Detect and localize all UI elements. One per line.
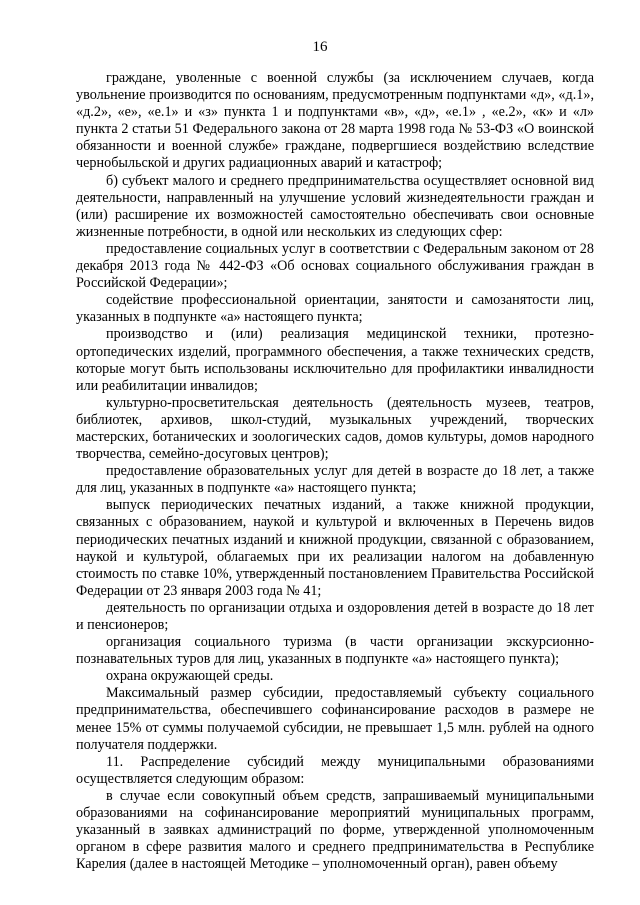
paragraph-cultural-activity: культурно-просветительская деятельность (деятельность музеев, театров, библиотек, архивов, школ-студий, музыкальных учреждений, творческих мастерских, ботанических и зоологических садов, домов культуры, домов народного творчества, семейно-досуговых центров); xyxy=(76,394,594,463)
paragraph-environment: охрана окружающей среды. xyxy=(106,668,274,685)
paragraph-education: предоставление образовательных услуг для детей в возрасте до 18 лет, а также для лиц, указанных в подпункте «а» настоящего пункта; xyxy=(76,463,594,497)
paragraph-item-b: б) субъект малого и среднего предпринимательства осуществляет основной вид деятельности, направленный на улучшение условий жизнедеятельности граждан и (или) расширение их возможностей самостоятельно обеспечивать свои основные жизненные потребности, в одной или нескольких из следующих сфер: xyxy=(76,172,594,240)
paragraph-max-subsidy: Максимальный размер субсидии, предоставляемый субъекту социального предпринимательства, обеспечившего софинансирование расходов в размере не менее 15% от суммы получаемой субсидии, не превышает 1,5 млн. рублей на одного получателя поддержки. xyxy=(76,685,594,753)
paragraph-recreation: деятельность по организации отдыха и оздоровления детей в возрасте до 18 лет и пенсионеров; xyxy=(76,599,594,633)
paragraph-social-services: предоставление социальных услуг в соответствии с Федеральным законом от 28 декабря 2013 года № 442-ФЗ «Об основах социального обслуживания граждан в Российской Федерации»; xyxy=(76,240,594,292)
paragraph-distribution-case: в случае если совокупный объем средств, запрашиваемый муниципальными образованиями на софинансирование мероприятий муниципальных программ, указанный в заявках администраций по форме, утвержденной уполномоченным органом в сфере развития малого и среднего предпринимательства в Республике Карелия (далее в настоящей Методике – уполномоченный орган), равен объему xyxy=(76,787,594,873)
paragraph-section-11: 11. Распределение субсидий между муниципальными образованиями осуществляется следующим образом: xyxy=(76,753,594,787)
paragraph-employment: содействие профессиональной ориентации, занятости и самозанятости лиц, указанных в подпункте «а» настоящего пункта; xyxy=(76,292,594,326)
paragraph-discharged-military: граждане, уволенные с военной службы (за исключением случаев, когда увольнение производится по основаниям, предусмотренным подпунктами «д», «д.1», «д.2», «е», «е.1» и «з» пункта 1 и подпунктами «в», «д», «е.1» , «е.2», «к» и «л» пункта 2 статьи 51 Федерального закона от 28 марта 1998 года № 53-ФЗ «О воинской обязанности и военной службе» граждане, подвергшиеся воздействию вследствие чернобыльской и других радиационных аварий и катастроф; xyxy=(76,70,594,172)
document-body xyxy=(76,70,594,873)
paragraph-medical-equipment: производство и (или) реализация медицинской техники, протезно-ортопедических изделий, программного обеспечения, а также технических средств, которые могут быть использованы исключительно для профилактики инвалидности или реабилитации инвалидов; xyxy=(76,326,594,394)
paragraph-publishing: выпуск периодических печатных изданий, а также книжной продукции, связанных с образованием, наукой и культурой и включенных в Перечень видов периодических печатных изданий и книжной продукции, связанной с образованием, наукой и культурой, облагаемых при их реализации налогом на добавленную стоимость по ставке 10%, утвержденный постановлением Правительства Российской Федерации от 23 января 2003 года № 41; xyxy=(76,497,594,599)
page-number: 16 xyxy=(312,39,328,55)
paragraph-social-tourism: организация социального туризма (в части организации экскурсионно-познавательных туров для лиц, указанных в подпункте «а» настоящего пункта); xyxy=(76,634,594,668)
